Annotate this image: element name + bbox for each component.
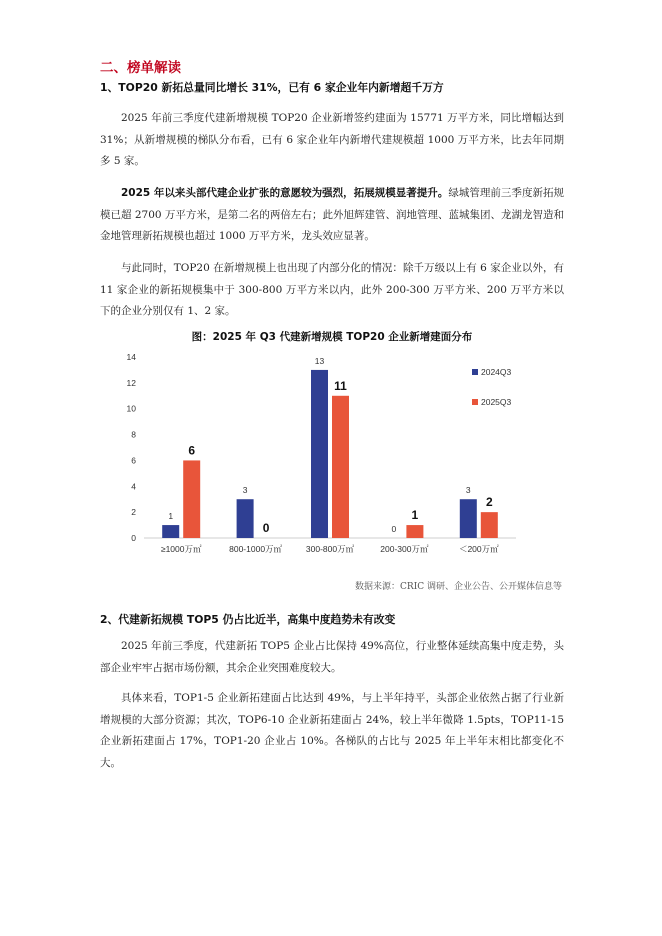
part2-paragraph-2: 具体来看，TOP1-5 企业新拓建面占比达到 49%，与上半年持平，头部企业依然占据了行业新增规模的大部分资源；其次，TOP6-10 企业新拓建面占 24%，较上半年微降 1.5pts，TOP11-15 企业新拓建面占 17%，TOP1-20 企业占 10%。各梯队的占比与 2025 年上半年末相比都变化不大。 bbox=[100, 692, 564, 769]
data-label-2024q3: 1 bbox=[168, 511, 174, 522]
data-label-2024q3: 3 bbox=[465, 485, 471, 496]
bar-chart bbox=[100, 345, 564, 567]
y-tick-label: 4 bbox=[131, 481, 136, 492]
data-label-2025q3: 2 bbox=[485, 495, 493, 510]
part2-paragraph-1: 2025 年前三季度，代建新拓 TOP5 企业占比保持 49%高位，行业整体延续高集中度走势，头部企业牢牢占据市场份额，其余企业突围难度较大。 bbox=[100, 640, 564, 674]
part1-paragraph-2-rest: 绿城管理前三季度新拓规模已超 2700 万平方米，是第二名的两倍左右；此外旭辉建管、润地管理、蓝城集团、龙湖龙智造和金地管理新拓规模也超过 1000 万平方米，龙头效应显著。 bbox=[100, 187, 564, 242]
part1-paragraph-1: 2025 年前三季度代建新增规模 TOP20 企业新增签约建面为 15771 万平方米，同比增幅达到 31%；从新增规模的梯队分布看，已有 6 家企业年内新增代建规模超 1000 万平方米，比去年同期多 5 家。 bbox=[100, 112, 564, 167]
y-tick-label: 6 bbox=[131, 455, 136, 466]
x-tick-label: 300-800万㎡ bbox=[305, 544, 355, 554]
part1-paragraph-2 bbox=[100, 183, 564, 248]
x-tick-label: 200-300万㎡ bbox=[380, 544, 429, 554]
y-tick-label: 8 bbox=[131, 429, 136, 440]
part2-heading: 2、代建新拓规模 TOP5 仍占比近半，高集中度趋势未有改变 bbox=[100, 613, 396, 626]
y-tick-label: 14 bbox=[126, 352, 136, 362]
bar-2024q3 bbox=[460, 499, 477, 538]
bar-2025q3 bbox=[406, 525, 423, 538]
bar-2024q3 bbox=[237, 499, 254, 538]
chart-source: 数据来源：CRIC 调研、企业公告、公开媒体信息等 bbox=[355, 582, 562, 592]
legend-label-2025q3: 2025Q3 bbox=[481, 397, 512, 407]
legend-swatch-2025q3 bbox=[472, 399, 478, 405]
part1-paragraph-2-bold: 2025 年以来头部代建企业扩张的意愿较为强烈，拓展规模显著提升。 bbox=[121, 187, 449, 199]
part1-heading: 1、TOP20 新拓总量同比增长 31%，已有 6 家企业年内新增超千万方 bbox=[100, 81, 444, 94]
data-label-2025q3: 6 bbox=[188, 443, 196, 458]
x-tick-label: 800-1000万㎡ bbox=[229, 544, 283, 554]
part1-paragraph-3: 与此同时，TOP20 在新增规模上也出现了内部分化的情况：除千万级以上有 6 家企业以外，有 11 家企业的新拓规模集中于 300-800 万平方米以内，此外 200-300 万平方米、200 万平方米以下的企业分别仅有 1、2 家。 bbox=[100, 262, 564, 317]
data-label-2025q3: 0 bbox=[262, 521, 270, 535]
y-tick-label: 0 bbox=[131, 533, 136, 543]
y-tick-label: 12 bbox=[126, 377, 136, 388]
x-tick-label: ＜200万㎡ bbox=[458, 544, 499, 554]
section-title: 二、榜单解读 bbox=[100, 60, 181, 76]
y-tick-label: 10 bbox=[126, 403, 136, 414]
data-label-2024q3: 3 bbox=[242, 485, 248, 496]
bar-2024q3 bbox=[162, 525, 179, 538]
data-label-2024q3: 0 bbox=[391, 524, 397, 534]
data-label-2024q3: 13 bbox=[314, 355, 325, 366]
legend-swatch-2024q3 bbox=[472, 369, 478, 375]
data-label-2025q3: 11 bbox=[334, 378, 347, 393]
bar-2025q3 bbox=[481, 512, 498, 538]
x-tick-label: ≥1000万㎡ bbox=[160, 544, 202, 554]
bar-2025q3 bbox=[183, 460, 200, 538]
bar-2025q3 bbox=[332, 396, 349, 538]
y-tick-label: 2 bbox=[131, 507, 136, 518]
chart-title: 图：2025 年 Q3 代建新增规模 TOP20 企业新增建面分布 bbox=[191, 331, 473, 343]
data-label-2025q3: 1 bbox=[411, 508, 419, 523]
legend-label-2024q3: 2024Q3 bbox=[481, 367, 512, 377]
bar-2024q3 bbox=[311, 370, 328, 538]
